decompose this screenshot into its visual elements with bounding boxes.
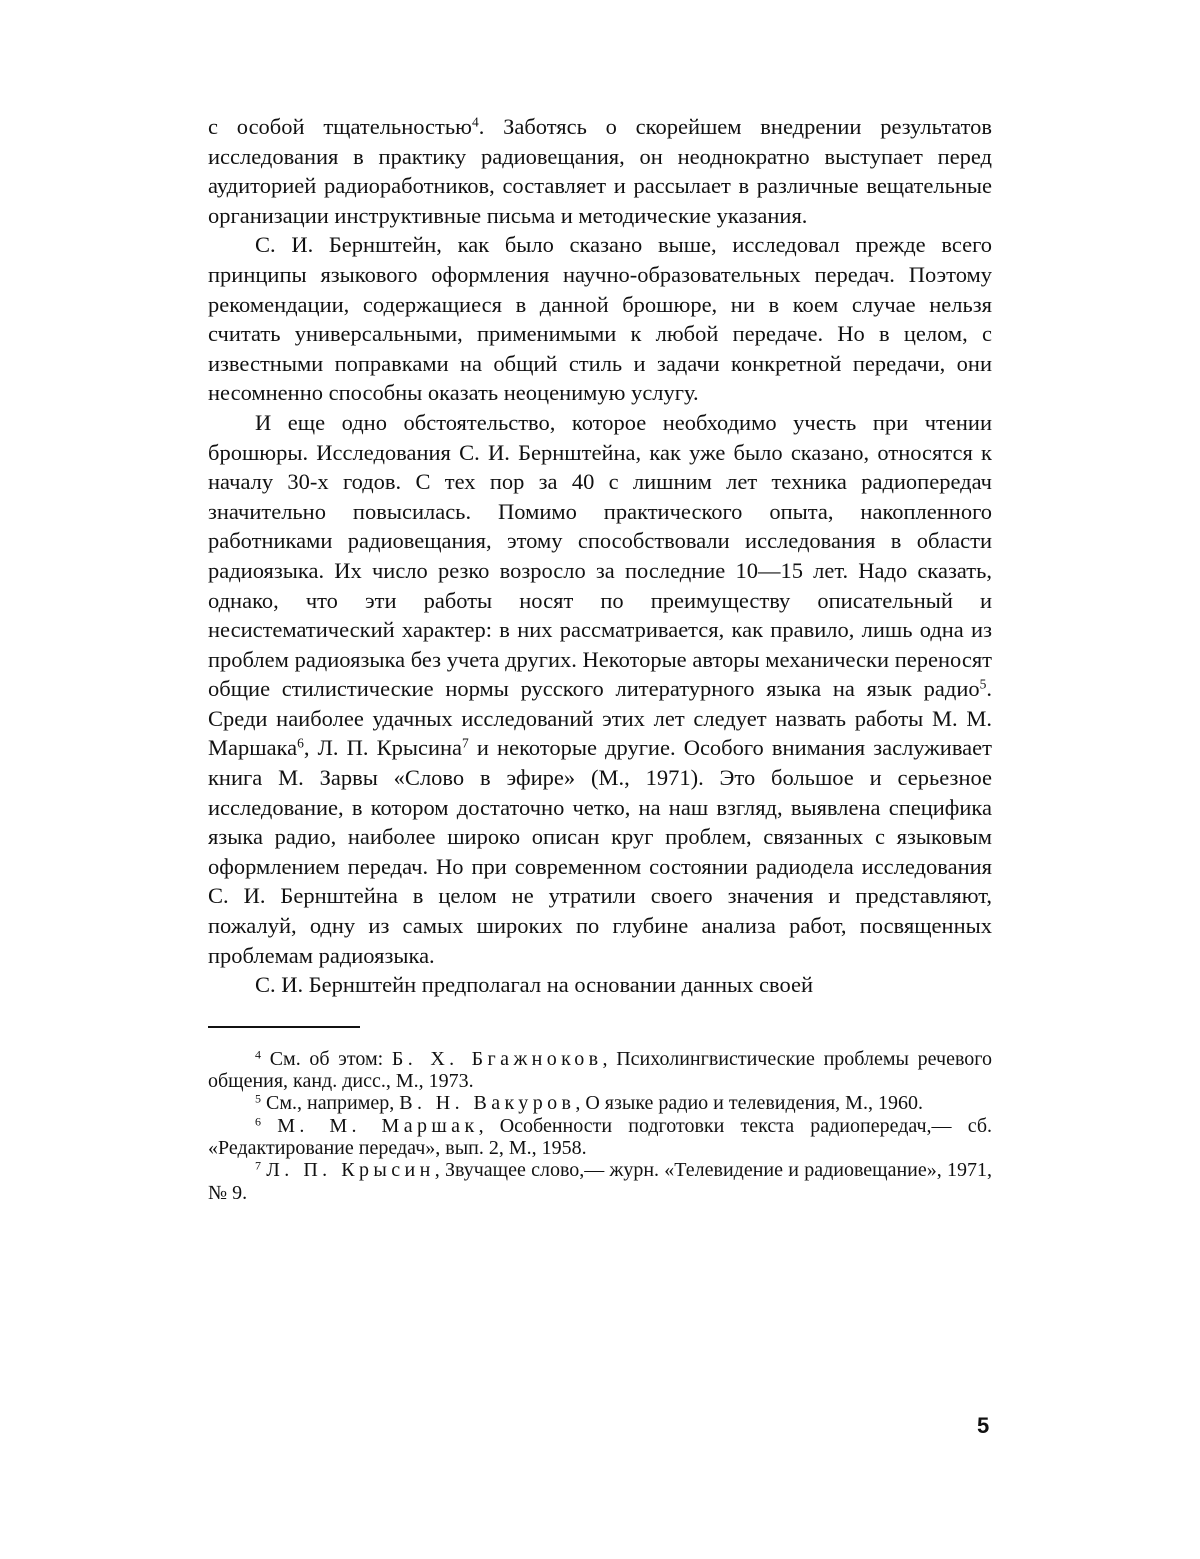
paragraph-text: И еще одно обстоятельство, которое необходимо учесть при чтении брошюры. Исследования С. И. Бернштейна, как уже было сказано, относятся к началу 30-х годов. С тех пор за 40 с лишним лет техника радиопередач значительно повысилась. Помимо практического опыта, накопленного работниками радиовещания, этому способствовали исследования в области радиоязыка. Их число резко возросло за последние 10—15 лет. Надо сказать, однако, что эти работы носят по преимуществу описательный и несистематический характер: в них рассматривается, как правило, лишь одна из проблем радиоязыка без учета других. Некоторые авторы механически переносят общие стилистические нормы русского литературного языка на язык радио	[208, 409, 992, 702]
footnote-mark: 6	[255, 1114, 261, 1129]
footnote-divider	[208, 1026, 360, 1028]
page-body	[208, 112, 992, 1204]
footnotes	[208, 1048, 992, 1204]
footnote	[208, 1115, 992, 1160]
footnote	[208, 1048, 992, 1093]
paragraph-text: , Л. П. Крысина	[303, 735, 463, 761]
footnote-author: В. Н. Вакуров	[399, 1092, 576, 1115]
footnote-author: М. М. Маршак	[277, 1114, 479, 1137]
paragraph-text: с особой тщательностью	[208, 114, 472, 139]
footnote	[208, 1092, 992, 1114]
page-number: 5	[977, 1413, 990, 1438]
footnote-mark: 7	[255, 1158, 261, 1173]
footnote-author: Б. Х. Бгажноков	[391, 1047, 603, 1070]
paragraph	[208, 408, 992, 970]
footnote-ref[interactable]: 5	[979, 676, 987, 692]
footnote-text: См., например,	[261, 1092, 400, 1115]
footnote-ref[interactable]: 4	[471, 114, 479, 130]
paragraph-text: и некоторые другие. Особого внимания заслуживает книга М. Зарвы «Слово в эфире» (М., 1971). Это большое и серьезное исследование, в котором достаточно четко, на наш взгляд, выявлена специфика языка радио, наиболее широко описан круг проблем, связанных с языковым оформлением передач. Но при современном состоянии радиодела исследования С. И. Бернштейна в целом не утратили своего значения и представляют, пожалуй, одну из самых широких по глубине анализа работ, посвященных проблемам радиоязыка.	[208, 735, 992, 968]
paragraph-text: . Среди наиболее удачных исследований этих лет следует назвать работы М. М. Маршака	[208, 676, 992, 761]
footnote-mark: 4	[255, 1047, 261, 1062]
footnote-mark: 5	[255, 1091, 261, 1106]
footnote-author: Л. П. Крысин	[266, 1159, 435, 1182]
footnote-text: , О языке радио и телевидения, М., 1960.	[575, 1092, 923, 1115]
paragraph-text: . Заботясь о скорейшем внедрении результатов исследования в практику радиовещания, он неоднократно выступает перед аудиторией радиоработников, составляет и рассылает в различные вещательные организации инструктивные письма и методические указания.	[208, 114, 992, 228]
footnote-text: , Психолингвистические проблемы речевого общения, канд. дисс., М., 1973.	[208, 1047, 992, 1093]
footnote-text: См. об этом:	[261, 1047, 392, 1070]
footnote-text: , Особенности подготовки текста радиопередач,— сб. «Редактирование передач», вып. 2, М., 1958.	[208, 1114, 992, 1159]
footnote-text	[261, 1115, 277, 1137]
paragraph	[208, 112, 992, 230]
footnote-ref[interactable]: 6	[297, 736, 304, 752]
footnote-ref[interactable]: 7	[462, 736, 469, 752]
paragraph: С. И. Бернштейн, как было сказано выше, исследовал прежде всего принципы языкового оформления научно-образовательных передач. Поэтому рекомендации, содержащиеся в данной брошюре, ни в коем случае нельзя считать универсальными, применимыми к любой передаче. Но в целом, с известными поправками на общий стиль и задачи конкретной передачи, они несомненно способны оказать неоценимую услугу.	[208, 232, 992, 406]
paragraph: С. И. Бернштейн предполагал на основании данных своей	[255, 972, 814, 998]
footnote-text: , Звучащее слово,— журн. «Телевидение и радиовещание», 1971, № 9.	[208, 1159, 993, 1204]
footnote	[208, 1159, 992, 1204]
